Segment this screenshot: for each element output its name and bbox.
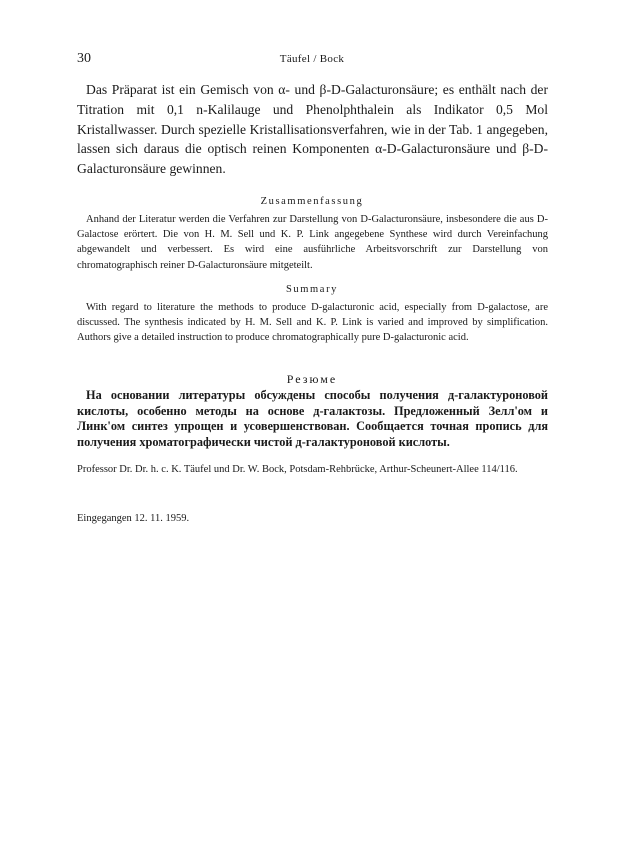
received-date: Eingegangen 12. 11. 1959.	[77, 513, 190, 524]
zusammenfassung-heading: Zusammenfassung	[260, 196, 364, 207]
author-affiliation: Professor Dr. Dr. h. c. K. Täufel und Dr. W. Bock, Potsdam-Rehbrücke, Arthur-Scheunert-Allee 114/116.	[77, 464, 518, 475]
summary-heading: Summary	[285, 284, 339, 295]
zusammenfassung-text: Anhand der Literatur werden die Verfahren zur Darstellung von D-Galacturonsäure, insbesondere die aus D-Galactose erörtert. Die von H. M. Sell und K. P. Link angegebene Synthese wird durch Vereinfachung abgewandelt und verbessert. Es wird eine ausführliche Arbeitsvorschrift zur Darstellung von chromatographisch reiner D-Galacturonsäure mitgeteilt.	[77, 214, 548, 271]
summary-text: With regard to literature the methods to produce D-galacturonic acid, especially from D-galactose, are discussed. The synthesis indicated by H. M. Sell and K. P. Link is varied and improved by simplification. Authors give a detailed instruction to produce chromatographically pure D-galacturonic acid.	[77, 302, 548, 344]
running-title: Täufel / Bock	[279, 53, 345, 65]
body-paragraph: Das Präparat ist ein Gemisch von α- und β-D-Galacturonsäure; es enthält nach der Titration mit 0,1 n-Kalilauge und Phenolphthalein als Indikator 0,5 Mol Kristallwasser. Durch spezielle Kristallisationsverfahren, wie in der Tab. 1 angegeben, lassen sich daraus die optisch reinen Komponenten α-D-Galacturonsäure und β-D-Galacturonsäure gewinnen.	[77, 82, 548, 177]
resume-heading: Резюме	[286, 372, 338, 386]
resume-text: На основании литературы обсуждены способы получения д-галактуроновой кислоты, особенно методы на основе д-галактозы. Предложенный Зелл'ом и Линк'ом синтез упрощен и усовершенствован. Сообщается точная пропись для получения хроматографически чистой д-галактуроновой кислоты.	[77, 388, 548, 449]
page-number: 30	[77, 51, 91, 66]
